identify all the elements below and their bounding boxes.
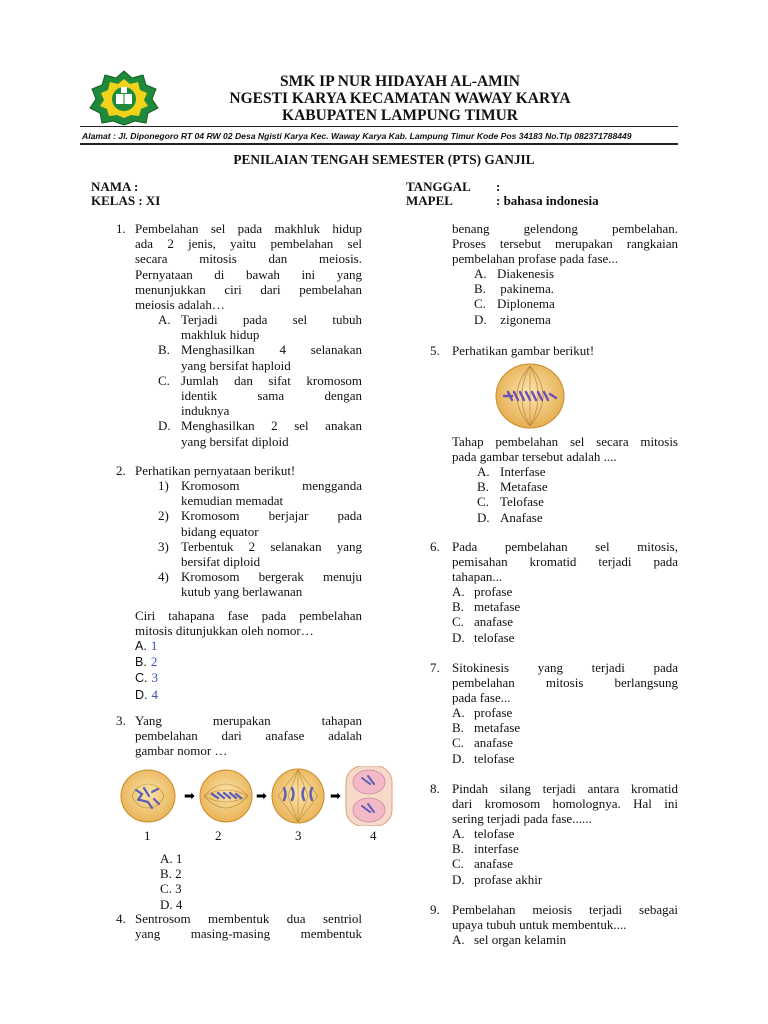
q3-figure-label: 1 xyxy=(144,828,151,843)
q1-line: Pernyataan di bawah ini yang xyxy=(135,266,362,282)
q2-statement xyxy=(158,478,362,508)
q9-text: Pembelahan meiosis terjadi sebagai xyxy=(452,902,678,917)
option-key: A. xyxy=(477,464,490,479)
metaphase-cell-figure xyxy=(494,362,566,430)
statement-text: bidang equator xyxy=(181,523,259,539)
stage-3-cell xyxy=(272,769,324,823)
option-text: Menghasilkan 4 selanakan xyxy=(181,342,362,358)
statement-text: Kromosom berjajar pada xyxy=(181,508,362,524)
statement-key: 2) xyxy=(158,508,169,524)
option-key: B. xyxy=(135,655,147,670)
q6-text: pemisahan kromatid terjadi pada xyxy=(452,554,678,569)
option-key: D. xyxy=(474,311,487,327)
option-key: A. xyxy=(135,639,147,653)
q4-option-c[interactable] xyxy=(474,296,555,311)
option-key: D. xyxy=(158,418,171,434)
arrow-icon: ➡ xyxy=(330,789,341,804)
q1-line: secara mitosis dan meiosis. xyxy=(135,251,362,267)
option-key: B. xyxy=(452,599,464,615)
q3-option-b[interactable]: B. 2 xyxy=(160,866,182,882)
q6-option-d[interactable] xyxy=(452,630,520,645)
q4-text: yang masing-masing membentuk xyxy=(135,926,362,941)
option-text: metafase xyxy=(474,599,521,615)
option-key: A. xyxy=(452,584,465,599)
tanggal-colon: : xyxy=(496,179,501,194)
q5-options xyxy=(477,464,548,525)
q4-text: benang gelendong pembelahan. xyxy=(452,221,678,236)
option-key: C. xyxy=(452,856,464,872)
q3-figure-label: 3 xyxy=(295,828,302,843)
option-text: profase akhir xyxy=(474,871,543,887)
q5-intro: Perhatikan gambar berikut! xyxy=(452,343,595,358)
option-text: anafase xyxy=(474,735,513,751)
option-text: telofase xyxy=(474,826,515,841)
q7-option-b[interactable] xyxy=(452,720,520,735)
q3-figure-label: 2 xyxy=(215,828,222,843)
q3-text: pembelahan dari anafase adalah xyxy=(135,728,362,743)
option-key: D. xyxy=(477,509,490,525)
q5-text: Tahap pembelahan sel secara mitosis xyxy=(452,434,678,449)
q3-text: gambar nomor … xyxy=(135,743,228,758)
q7-options xyxy=(452,705,520,766)
q9-option-a[interactable] xyxy=(452,932,566,947)
q1-line: ada 2 jenis, yaitu pembelahan sel xyxy=(135,236,362,252)
option-text: Telofase xyxy=(500,494,544,510)
q1-option-d[interactable] xyxy=(158,418,362,448)
option-text: Interfase xyxy=(500,464,546,479)
option-text: makhluk hidup xyxy=(181,327,260,343)
q1-line: menunjukkan ciri dari pembelahan xyxy=(135,281,362,297)
q6-text: Pada pembelahan sel mitosis, xyxy=(452,539,678,554)
option-key: C. xyxy=(474,296,486,312)
option-key: D. xyxy=(135,687,148,702)
option-text: 4 xyxy=(151,686,158,702)
q6-text: tahapan... xyxy=(452,569,503,584)
option-text: Diakenesis xyxy=(497,266,555,281)
q7-text: Sitokinesis yang terjadi pada xyxy=(452,660,678,675)
option-key: C. xyxy=(452,614,464,630)
q2-options xyxy=(135,638,158,703)
option-text: pakinema. xyxy=(497,281,555,297)
q4-text: Sentrosom membentuk dua sentriol xyxy=(135,911,362,926)
q5-text: pada gambar tersebut adalah .... xyxy=(452,449,617,464)
option-key: A. xyxy=(452,705,465,720)
school-address: Alamat : Jl. Diponegoro RT 04 RW 02 Desa Ngisti Karya Kec. Waway Karya Kab. Lampung Timur Kode Pos 34183 No.Tlp 082371788449 xyxy=(82,131,632,141)
q8-option-d[interactable] xyxy=(452,872,542,887)
q3-options xyxy=(160,851,182,912)
q8-text: dari kromosom homolognya. Hal ini xyxy=(452,796,678,811)
q6-option-a[interactable] xyxy=(452,584,520,599)
q2-number: 2. xyxy=(116,463,126,478)
q2-statement xyxy=(158,508,362,538)
header-rule-top xyxy=(80,126,678,127)
statement-text: bersifat diploid xyxy=(181,553,261,569)
option-text: Menghasilkan 2 sel anakan xyxy=(181,418,362,434)
q3-text: Yang merupakan tahapan xyxy=(135,713,362,728)
option-key: C. xyxy=(452,735,464,751)
option-key: C. xyxy=(135,671,148,686)
option-text: identik sama dengan xyxy=(181,387,362,403)
option-text: Diplonema xyxy=(497,296,555,312)
q2-statements xyxy=(158,478,362,600)
q8-number: 8. xyxy=(430,781,440,796)
option-text: Jumlah dan sifat kromosom xyxy=(181,372,362,388)
q3-option-c[interactable]: C. 3 xyxy=(160,881,182,897)
option-text: 1 xyxy=(150,638,158,653)
option-text: induknya xyxy=(181,403,230,419)
option-key: B. xyxy=(158,342,170,358)
statement-key: 3) xyxy=(158,538,169,554)
arrow-icon: ➡ xyxy=(184,789,195,804)
q7-option-d[interactable] xyxy=(452,751,520,766)
option-key: D. xyxy=(452,871,465,887)
q1-line: Pembelahan sel pada makhluk hidup xyxy=(135,221,362,236)
q4-option-a[interactable] xyxy=(474,266,555,281)
q1-text xyxy=(135,221,362,312)
q8-text: sering terjadi pada fase...... xyxy=(452,811,592,826)
stage-1-cell xyxy=(121,770,175,822)
q5-option-d[interactable] xyxy=(477,510,548,525)
option-text: anafase xyxy=(474,614,513,630)
option-key: B. xyxy=(474,281,486,297)
stage-2-cell xyxy=(200,770,252,822)
q1-line: meiosis adalah… xyxy=(135,297,225,313)
exam-title: PENILAIAN TENGAH SEMESTER (PTS) GANJIL xyxy=(233,152,535,167)
stage-4-cell xyxy=(346,766,392,826)
q3-option-d[interactable]: D. 4 xyxy=(160,896,183,912)
option-text: sel organ kelamin xyxy=(474,932,567,947)
q8-option-c[interactable] xyxy=(452,856,542,871)
statement-text: Kromosom mengganda xyxy=(181,478,362,493)
school-location: NGESTI KARYA KECAMATAN WAWAY KARYA xyxy=(229,90,571,107)
statement-text: kutub yang berlawanan xyxy=(181,584,303,600)
q2-intro: Perhatikan pernyataan berikut! xyxy=(135,463,296,478)
mitosis-stages-figure xyxy=(118,766,394,826)
q8-option-b[interactable] xyxy=(452,841,542,856)
kelas-label: KELAS : XI xyxy=(91,193,161,208)
option-text: zigonema xyxy=(497,311,551,327)
statement-text: kemudian memadat xyxy=(181,493,284,509)
nama-label: NAMA : xyxy=(91,179,139,194)
q5-option-b[interactable] xyxy=(477,479,548,494)
option-key: D. xyxy=(452,629,465,645)
q6-option-b[interactable] xyxy=(452,599,520,614)
q2-option-d[interactable] xyxy=(135,687,158,703)
q9-text: upaya tubuh untuk membentuk.... xyxy=(452,917,627,932)
statement-text: Kromosom bergerak menuju xyxy=(181,569,362,585)
q2-statement xyxy=(158,539,362,569)
option-key: A. xyxy=(158,312,171,327)
q1-options xyxy=(158,312,362,449)
q5-number: 5. xyxy=(430,343,440,358)
school-name: SMK IP NUR HIDAYAH AL-AMIN xyxy=(280,73,520,90)
q4-number: 4. xyxy=(116,911,126,926)
option-text: Terjadi pada sel tubuh xyxy=(181,312,362,327)
option-text: profase xyxy=(474,584,513,599)
q6-option-c[interactable] xyxy=(452,614,520,629)
arrow-icon: ➡ xyxy=(256,789,267,804)
q3-option-a[interactable]: A. 1 xyxy=(160,851,183,866)
q6-options xyxy=(452,584,520,645)
q4-option-d[interactable] xyxy=(474,312,555,327)
option-text: anafase xyxy=(474,856,513,872)
option-text: 2 xyxy=(150,654,158,670)
option-text: telofase xyxy=(474,629,515,645)
header-rule-bottom xyxy=(80,143,678,145)
mapel-label: MAPEL xyxy=(406,193,453,208)
tanggal-label: TANGGAL xyxy=(406,179,471,194)
q8-options xyxy=(452,826,542,887)
q4-options xyxy=(474,266,555,327)
q2-option-b[interactable] xyxy=(135,654,158,670)
school-regency: KABUPATEN LAMPUNG TIMUR xyxy=(282,107,518,124)
q4-text: Proses tersebut merupakan rangkaian xyxy=(452,236,678,251)
option-key: B. xyxy=(452,841,464,857)
q7-number: 7. xyxy=(430,660,440,675)
option-text: yang bersifat diploid xyxy=(181,433,289,449)
q7-option-a[interactable] xyxy=(452,705,520,720)
option-key: B. xyxy=(477,479,489,495)
option-text: yang bersifat haploid xyxy=(181,357,291,373)
q1-option-a[interactable] xyxy=(158,312,362,342)
q4-option-b[interactable] xyxy=(474,281,555,296)
option-text: Metafase xyxy=(500,479,548,495)
q6-number: 6. xyxy=(430,539,440,554)
option-key: A. xyxy=(474,266,487,281)
q7-text: pada fase... xyxy=(452,690,511,705)
q3-number: 3. xyxy=(116,713,126,728)
option-text: metafase xyxy=(474,720,521,736)
q8-text: Pindah silang terjadi antara kromatid xyxy=(452,781,678,796)
q3-figure-label: 4 xyxy=(370,828,377,843)
option-key: A. xyxy=(452,826,465,841)
q1-option-b[interactable] xyxy=(158,342,362,372)
q9-options xyxy=(452,932,566,947)
option-text: profase xyxy=(474,705,513,720)
q2-statement xyxy=(158,569,362,599)
option-key: A. xyxy=(452,932,465,947)
q2-question: Ciri tahapana fase pada pembelahan xyxy=(135,608,362,623)
option-key: C. xyxy=(158,372,170,388)
q5-option-a[interactable] xyxy=(477,464,548,479)
statement-text: Terbentuk 2 selanakan yang xyxy=(181,538,362,554)
option-text: Anafase xyxy=(500,509,543,525)
q1-option-c[interactable] xyxy=(158,373,362,419)
q8-option-a[interactable] xyxy=(452,826,542,841)
statement-key: 1) xyxy=(158,478,169,493)
statement-key: 4) xyxy=(158,569,169,585)
mapel-value: : bahasa indonesia xyxy=(496,193,599,208)
option-key: D. xyxy=(452,750,465,766)
q5-option-c[interactable] xyxy=(477,494,548,509)
option-key: B. xyxy=(452,720,464,736)
option-text: telofase xyxy=(474,750,515,766)
q7-option-c[interactable] xyxy=(452,735,520,750)
q7-text: pembelahan mitosis berlangsung xyxy=(452,675,678,690)
option-text: interfase xyxy=(474,841,519,857)
q2-question: mitosis ditunjukkan oleh nomor… xyxy=(135,623,314,638)
option-key: C. xyxy=(477,494,489,510)
q2-option-c[interactable] xyxy=(135,670,158,686)
q4-text: pembelahan profase pada fase... xyxy=(452,251,619,266)
option-text: 3 xyxy=(151,670,158,686)
q1-number: 1. xyxy=(116,221,126,236)
q2-option-a[interactable] xyxy=(135,638,158,654)
q9-number: 9. xyxy=(430,902,440,917)
